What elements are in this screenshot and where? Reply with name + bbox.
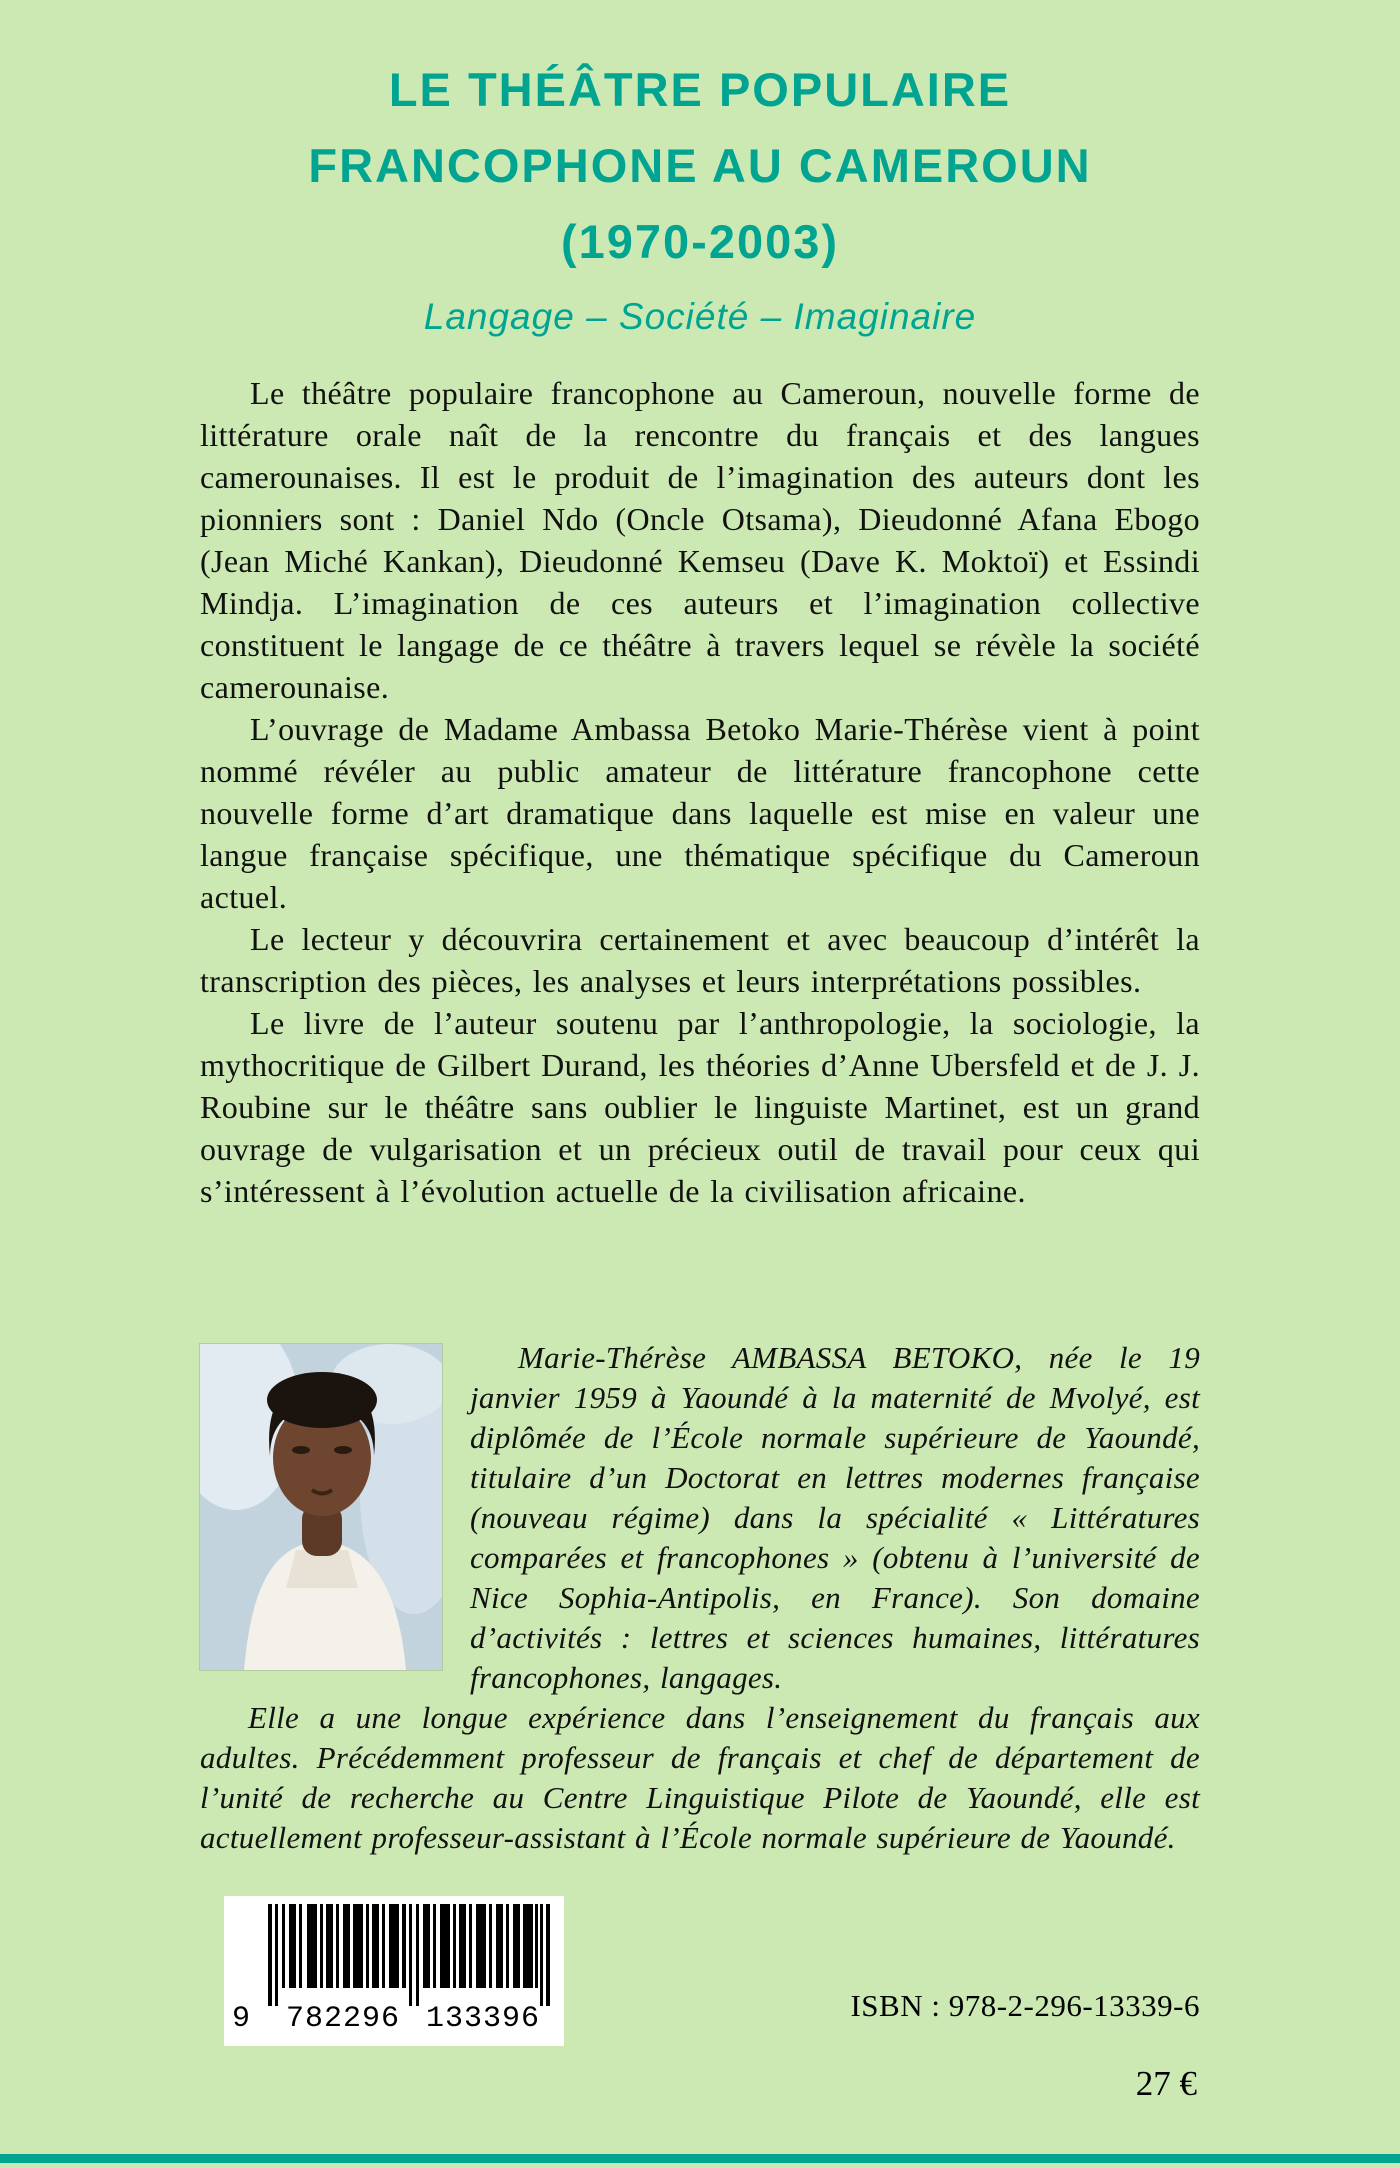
barcode-right-digits: 133396: [425, 2002, 541, 2036]
bottom-accent-bar: [0, 2154, 1400, 2163]
author-photo: [200, 1344, 442, 1670]
book-title-line-1: LE THÉÂTRE POPULAIRE: [388, 63, 1012, 116]
synopsis-paragraph-3: Le lecteur y découvrira certainement et avec beaucoup d’intérêt la transcription des pièces, les analyses et leurs interprétations possibles.: [200, 921, 1200, 999]
price-text: 27 €: [1135, 2064, 1197, 2103]
synopsis-paragraph-4: Le livre de l’auteur soutenu par l’anthropologie, la sociologie, la mythocritique de Gilbert Durand, les théories d’Anne Ubersfeld et de J. J. Roubine sur le théâtre sans oublier le linguiste Martinet, est un grand ouvrage de vulgarisation et un précieux outil de travail pour ceux qui s’intéressent à l’évolution actuelle de la civilisation africaine.: [200, 1005, 1200, 1209]
book-title-line-2: FRANCOPHONE AU CAMEROUN: [308, 139, 1092, 192]
synopsis-paragraph-1: Le théâtre populaire francophone au Cameroun, nouvelle forme de littérature orale naît de la rencontre du français et des langues camerounaises. Il est le produit de l’imagination des auteurs dont les pionniers sont : Daniel Ndo (Oncle Otsama), Dieudonné Afana Ebogo (Jean Miché Kankan), Dieudonné Kemseu (Dave K. Moktoï) et Essindi Mindja. L’imagination de ces auteurs et l’imagination collective constituent le langage de ce théâtre à travers lequel se révèle la société camerounaise.: [200, 375, 1200, 705]
barcode-bars-icon: [268, 1904, 550, 2008]
isbn-text: ISBN : 978-2-296-13339-6: [850, 1988, 1200, 2023]
barcode-system-digit: 9: [232, 2002, 251, 2036]
synopsis-text: [200, 372, 1200, 1212]
bio-paragraph-1: Marie-Thérèse AMBASSA BETOKO, née le 19 janvier 1959 à Yaoundé à la maternité de Mvolyé, est diplômée de l’École normale supérieure de Yaoundé, titulaire d’un Doctorat en lettres modernes française (nouveau régime) dans la spécialité « Littératures comparées et francophones » (obtenu à l’université de Nice Sophia-Antipolis, en France). Son domaine d’activités : lettres et sciences humaines, littératures francophones, langages.: [470, 1340, 1200, 1695]
ean-barcode: [224, 1896, 564, 2046]
barcode-left-digits: 782296: [285, 2002, 401, 2036]
book-subtitle: Langage – Société – Imaginaire: [423, 296, 977, 337]
title-block: [0, 52, 1400, 338]
book-title-line-3: (1970-2003): [560, 215, 840, 268]
synopsis-paragraph-2: L’ouvrage de Madame Ambassa Betoko Marie-Thérèse vient à point nommé révéler au public amateur de littérature francophone cette nouvelle forme d’art dramatique dans laquelle est mise en valeur une langue française spécifique, une thématique spécifique du Cameroun actuel.: [200, 711, 1200, 915]
bio-paragraph-2: Elle a une longue expérience dans l’enseignement du français aux adultes. Précédemment professeur de français et chef de département de l’unité de recherche au Centre Linguistique Pilote de Yaoundé, elle est actuellement professeur-assistant à l’École normale supérieure de Yaoundé.: [200, 1700, 1200, 1855]
author-bio: [200, 1338, 1200, 1858]
